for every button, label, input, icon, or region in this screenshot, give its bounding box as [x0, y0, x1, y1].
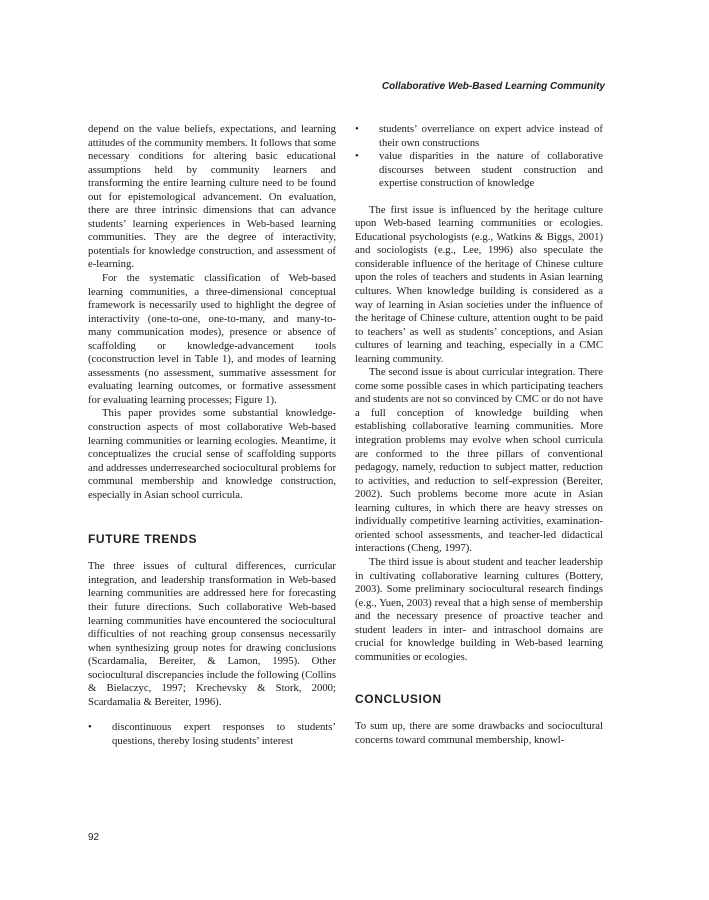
body-paragraph: To sum up, there are some drawbacks and sociocultural concerns toward communal membership, knowl- [355, 720, 603, 746]
body-paragraph: The first issue is influenced by the heritage culture upon Web-based learning communities or ecologies. Educational psychologists (e.g., Watkins & Biggs, 2001) and sociologists (e.g., Lee, 1996) also speculate the considerable influence of the heritage of Chinese culture upon the roles of teachers and students in Asian learning cultures. When knowledge building is considered as a way of learning in Asian societies under the influence of the heritage of Chinese culture, attention ought to be paid to teachers’ as well as students’ conceptions, and Asian cultures of learning and teaching, especially in a CMC learning community. [355, 203, 603, 365]
bullet-glyph: • [355, 123, 359, 135]
body-paragraph: The three issues of cultural differences, curricular integration, and leadership transformation in Web-based learning communities are addressed here for forecasting their future directions. Such collaborative Web-based learning communities have encountered the sociocultural difficulties of not reaching group consensus necessarily when synthesizing group notes for drawing conclusions (Scardamalia, Bereiter, & Lamon, 1995). Other sociocultural discrepancies include the following (Collins & Bielaczyc, 1997; Krechevsky & Stork, 2000; Scardamalia & Bereiter, 1996). [88, 560, 336, 708]
list-item-text: value disparities in the nature of collaborative discourses between student construction and expertise construction of knowledge [379, 150, 603, 190]
section-heading-conclusion: CONCLUSION [355, 692, 442, 707]
section-heading-future-trends: FUTURE TRENDS [88, 532, 198, 547]
list-item-text: students’ overreliance on expert advice instead of their own constructions [379, 123, 603, 149]
list-item [355, 123, 603, 150]
page-number: 92 [88, 832, 100, 843]
body-paragraph: This paper provides some substantial knowledge-construction aspects of most collaborative Web-based learning communities or learning ecologies. Meantime, it conceptualizes the crucial sense of scaffolding supports and addresses underresearched sociocultural problems for communal membership and knowledge construction, especially in Asian school curricula. [88, 407, 336, 501]
bullet-list [355, 123, 603, 191]
right-column [355, 123, 603, 747]
body-paragraph: The second issue is about curricular integration. There come some possible cases in which participating teachers and students are not so convinced by CMC or do not have a full conception of knowledge building when establishing collaborative learning communities. More integration problems may evolve when school curricula are conformed to the three pillars of conventional pedagogy, namely, reduction to subject matter, reduction to activities, and reduction to self-expression (Bereiter, 2002). Such problems become more acute in Asian learning cultures, in which there are heavy stresses on individually competitive learning activities, examination-oriented school assessments, and teacher-led didactical interactions (Cheng, 1997). [355, 366, 603, 555]
list-item [355, 150, 603, 191]
body-paragraph: The third issue is about student and teacher leadership in cultivating collaborative learning cultures (Bottery, 2003). Some preliminary sociocultural research findings (e.g., Yuen, 2003) reveal that a high sense of membership and the necessary presence of proactive teacher and student leaders in inter- and intraschool domains are crucial for knowledge building in Web-based learning communities or ecologies. [355, 555, 603, 663]
body-paragraph: For the systematic classification of Web-based learning communities, a three-dimensional conceptual framework is necessarily used to highlight the degree of interactivity (one-to-one, one-to-many, and many-to-many communication modes), presence or absence of scaffolding or knowledge-advancement tools (coconstruction level in Table 1), and modes of learning assessments (no assessment, summative assessment for evaluating learning outcomes, or formative assessment for evaluating learning processes; Figure 1). [88, 272, 336, 406]
list-item [88, 721, 336, 748]
bullet-glyph: • [355, 150, 359, 163]
left-column [88, 123, 336, 748]
running-head: Collaborative Web-Based Learning Community [381, 81, 605, 92]
body-paragraph: depend on the value beliefs, expectations, and learning attitudes of the community members. It follows that some necessary conditions for altering basic educational assumptions held by community learners and transforming the entire learning culture need to be found out for epistemological advancement. On evaluation, there are three intrinsic dimensions that can advance students’ learning experiences in Web-based learning communities. They are the degree of interactivity, potentials for knowledge construction, and assessment of e-learning. [88, 123, 336, 271]
bullet-glyph: • [88, 721, 92, 734]
list-item-text: discontinuous expert responses to students’ questions, thereby losing students’ interest [112, 721, 336, 747]
bullet-list [88, 721, 336, 748]
